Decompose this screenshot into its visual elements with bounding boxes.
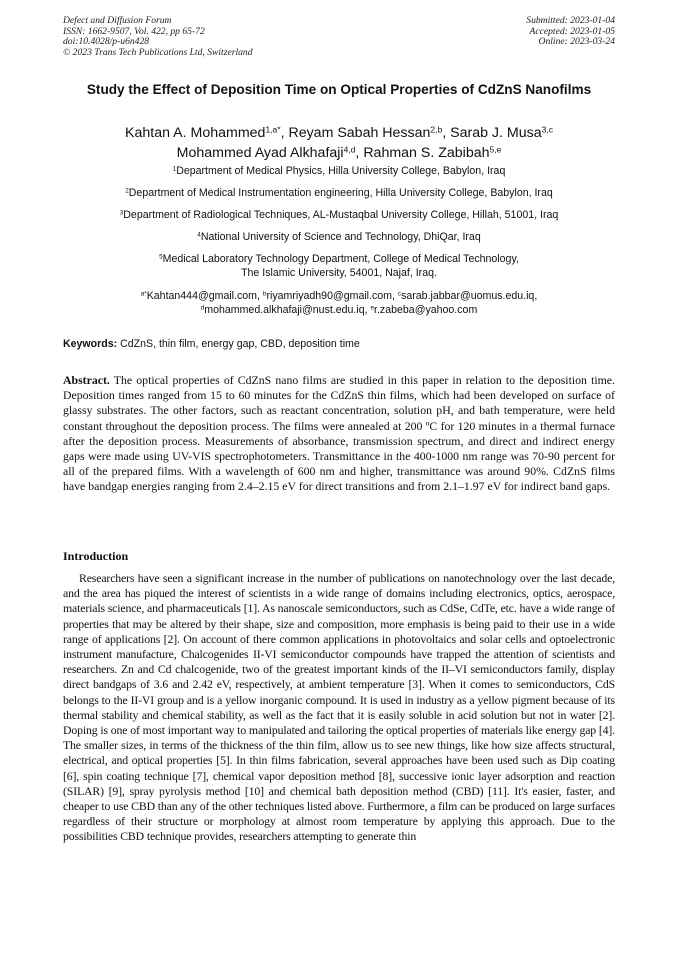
affiliation-text: National University of Science and Technology, DhiQar, Iraq [200,231,481,243]
online-date: Online: 2023-03-24 [538,36,615,48]
email-address: r.zabeba@yahoo.com [374,304,478,316]
author-affiliation-mark: 5,e [489,144,502,155]
publication-dates [526,16,615,48]
journal-doi: doi:10.4028/p-u6n428 [63,36,150,48]
author: Kahtan A. Mohammed$^{1,a*}$, [125,124,289,141]
journal-issn: ISSN: 1662-9507, Vol. 422, pp 65-72 [63,25,205,37]
email-mark: b [262,290,267,298]
keywords-line [63,337,615,351]
keywords-label: Keywords: [63,338,118,350]
abstract-text: The optical properties of CdZnS nano films are studied in this paper in relation to the deposition time. Deposition times ranged from 15 to 60 minutes for the CdZnS thin films, which had been developed on surface of glassy substrates. The other factors, such as reactant concentration, solution pH, and bath temperature, were held constant throughout the deposition process. The films were annealed at 200 ºC for 120 minutes in a thermal furnace after the deposition process. Measurements of absorbance, transmission spectrum, and direct and indirect energy gaps were made using UV-VIS spectrophotometers. Transmittance in the 400-1000 nm range was 70-90 percent for all of the prepared films. With a wavelength of 600 nm and higher, transmittance was around 90%. CdZnS films have bandgap energies ranging from 2.4–2.15 eV for direct transitions and from 2.1–1.97 eV for indirect band gaps. [63,373,615,494]
abstract-label: Abstract. [63,373,110,387]
copyright-line: © 2023 Trans Tech Publications Ltd, Switzerland [63,46,253,58]
author-affiliation-mark: 4,d [343,144,356,155]
affiliation-number: 2 [125,187,129,195]
affiliation-text: Department of Radiological Techniques, AL-Mustaqbal University College, Hillah, 51001, Iraq [123,209,559,221]
email-mark: c [397,290,402,298]
author-affiliation-mark: 1,a* [265,124,281,135]
affiliation [30,186,648,200]
author-name: Rahman S. Zabibah [363,145,490,161]
author-affiliation-mark: 2,b [430,124,443,135]
paper-title: Study the Effect of Deposition Time on Optical Properties of CdZnS Nanofilms [86,82,592,97]
author: Mohammed Ayad Alkhafaji$^{4,d}$, [176,144,364,161]
affiliation-text: Department of Medical Instrumentation engineering, Hilla University College, Babylon, Iraq [128,187,553,199]
email-address: Kahtan444@gmail.com, [146,290,263,302]
email-mark: e [370,304,375,312]
author-name: Mohammed Ayad Alkhafaji [176,145,344,161]
accepted-date: Accepted: 2023-01-05 [529,25,615,37]
affiliation-number: 3 [119,209,124,217]
introduction-paragraph: Researchers have seen a significant increase in the number of publications on nanotechnology over the last decade, and the area has piqued the interest of scientists in a wide range of domains including electronics, optics, aerospace, materials science, and pharmaceuticals [1]. As nanoscale semiconductors, such as CdSe, CdTe, etc. have a wide range of properties that may be altered by their shape, size and composition, more emphasis is being paid to their use in a wide range of applications [2]. On account of there common applications in photovoltaics and solar cells and optoelectronic instrument manufacture, Chalcogenides II-VI semiconductor compounds have trapped the attention of scientists and researchers. Zn and Cd chalcogenide, two of the greatest important kinds of the II–VI semiconductors family, display direct bandgaps of 3.6 and 2.42 eV, respectively, at ambient temperature [3]. When it comes to semiconductors, CdS belongs to the II-VI group and is a yellow inorganic compound. It is used in industry as a yellow pigment because of its thermal stability and chemical stability, as well as the fact that it is easily soluble in acid solution but not in water [2]. Doping is one of most important way to manipulated and tailoring the optical properties of materials like energy gap [4]. The smaller sizes, in terms of the thickness of the thin film, allow us to see new things, like how size affects structural, electrical, and optical properties [5]. In thin films fabrication, several approaches have been used such as Dip coating [6], spin coating technique [7], chemical vapor deposition method [8], successive ionic layer adsorption and reaction (SILAR) [9], spray pyrolysis method [10] and chemical bath deposition method (CBD) [11]. It's easier, faster, and cheaper to use CBD than any of the other techniques listed above. Furthermore, a film can be produced on large surfaces regardless of their structure or morphology at almost room temperature by applying this approach. Due to the possibilities CBD technique provides, researchers attempting to generate thin [63,571,615,844]
author-name: Reyam Sabah Hessan [288,125,431,141]
affiliation [30,208,648,222]
author [450,125,553,141]
affiliation [30,230,648,244]
author-name: Kahtan A. Mohammed [125,125,266,141]
journal-name: Defect and Diffusion Forum [63,15,172,26]
keywords-text: CdZnS, thin film, energy gap, CBD, deposition time [117,338,360,350]
affiliation-text: Department of Medical Physics, Hilla University College, Babylon, Iraq [176,165,506,177]
author-list [40,123,638,163]
affiliation [30,164,648,178]
affiliation-text: Medical Laboratory Technology Department, College of Medical Technology, [162,253,519,265]
submitted-date: Submitted: 2023-01-04 [526,15,615,26]
author: Reyam Sabah Hessan$^{2,b}$, [288,124,451,141]
affiliation-number: 4 [197,231,201,239]
author-name: Sarab J. Musa [450,125,542,141]
affiliation [30,252,648,280]
author-affiliation-mark: 3,c [541,124,553,135]
affiliation-number: 5 [159,253,163,261]
introduction-heading: Introduction [63,549,129,563]
affiliation-list [30,164,648,288]
affiliation-text-line2: The Islamic University, 54001, Najaf, Iraq. [241,267,437,279]
affiliation-number: 1 [172,165,177,173]
email-address: riyamriyadh90@gmail.com, [266,290,398,302]
journal-info [63,16,253,58]
email-mark: d [200,304,205,312]
email-list [30,289,648,317]
email-mark: a* [140,290,147,298]
author [363,145,501,161]
abstract [63,373,615,495]
email-address: sarab.jabbar@uomus.edu.iq, [401,290,538,302]
email-address: mohammed.alkhafaji@nust.edu.iq, [204,304,371,316]
